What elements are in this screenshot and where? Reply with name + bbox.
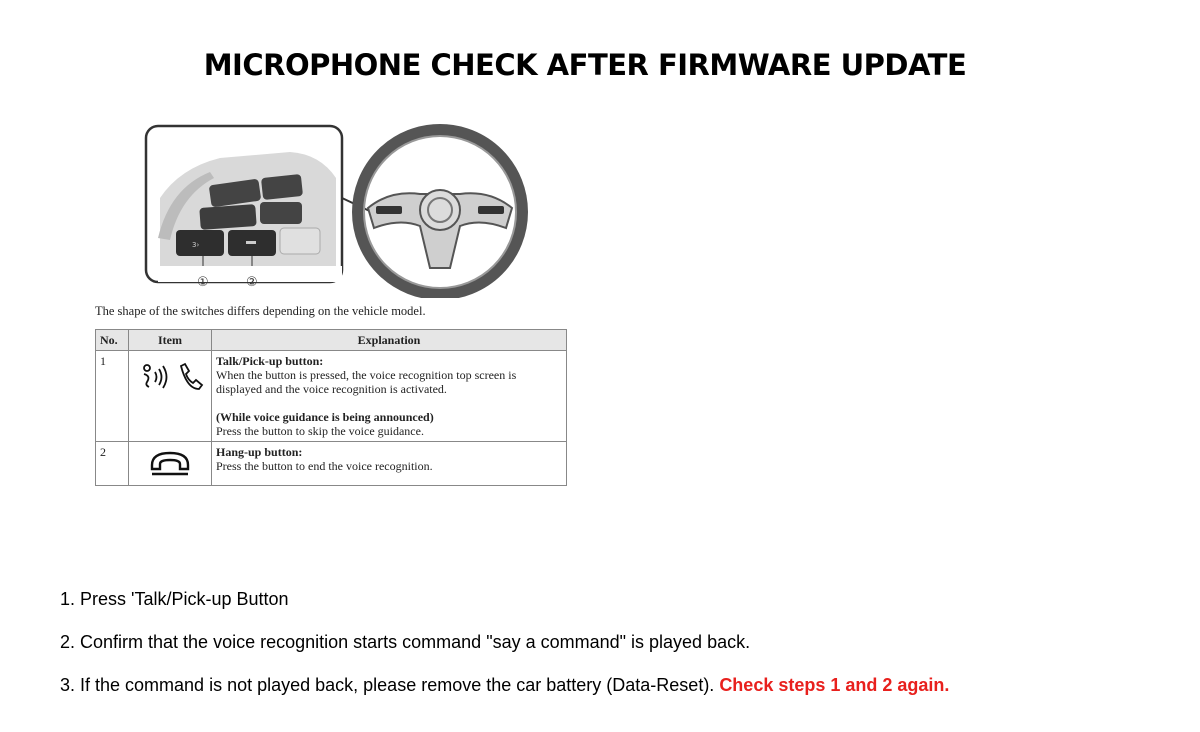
step-2: 2. Confirm that the voice recognition starts command "say a command" is played back.: [60, 632, 751, 652]
row-number: 1: [96, 351, 129, 442]
steering-wheel: [358, 130, 522, 294]
voice-recognition-icon: [144, 365, 167, 388]
row-subheading: (While voice guidance is being announced): [216, 410, 434, 424]
row-item-icons: [129, 351, 212, 442]
table-header-row: [96, 330, 567, 351]
row-heading: Talk/Pick-up button:: [216, 354, 324, 368]
instruction-steps: [60, 588, 949, 717]
row-text: When the button is pressed, the voice recognition top screen is displayed and the voice recognition is activated.: [216, 368, 517, 396]
step-3-highlight: Check steps 1 and 2 again.: [719, 675, 950, 695]
callout-1: ①: [197, 275, 209, 290]
table-row: [96, 442, 567, 486]
svg-text:3›: 3›: [192, 241, 200, 249]
header-no: No.: [96, 330, 129, 351]
callout-2: ②: [246, 275, 258, 290]
row-number: 2: [96, 442, 129, 486]
hang-up-icon: [152, 453, 188, 474]
row-explanation: [212, 442, 567, 486]
row-item-icons: [129, 442, 212, 486]
page-title: MICROPHONE CHECK AFTER FIRMWARE UPDATE: [203, 48, 967, 82]
step-3-text: 3. If the command is not played back, please remove the car battery (Data-Reset).: [60, 675, 720, 695]
explanation-table: [95, 329, 567, 486]
step-3: [60, 674, 949, 696]
table-row: [96, 351, 567, 442]
row-subtext: Press the button to skip the voice guidance.: [216, 424, 424, 438]
steering-wheel-figure: [140, 118, 540, 298]
switch-closeup-inset: [146, 126, 342, 282]
phone-pickup-icon: [181, 364, 202, 389]
header-item: Item: [129, 330, 212, 351]
row-heading: Hang-up button:: [216, 445, 303, 459]
header-explanation: Explanation: [212, 330, 567, 351]
figure-caption: The shape of the switches differs depending on the vehicle model.: [95, 304, 426, 318]
step-1: 1. Press 'Talk/Pick-up Button: [60, 589, 289, 609]
row-explanation: [212, 351, 567, 442]
row-text: Press the button to end the voice recognition.: [216, 459, 433, 473]
